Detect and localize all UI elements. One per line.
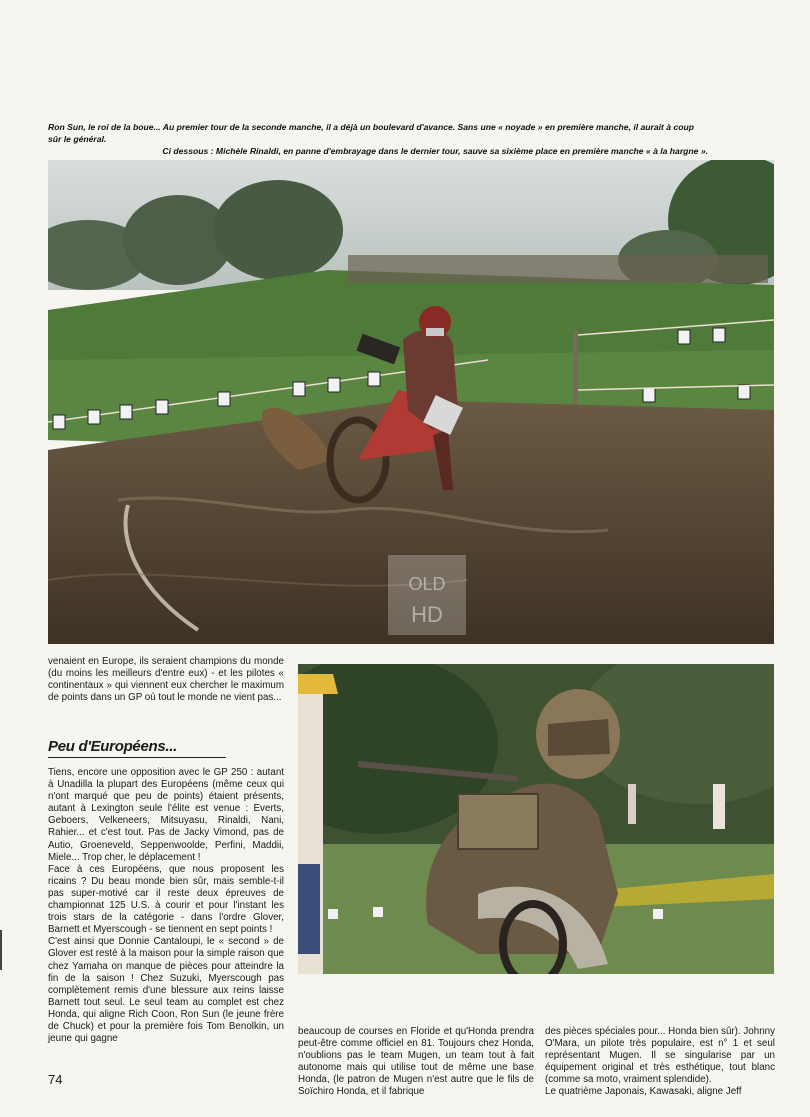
photo-caption: [48, 121, 708, 157]
section-title: Peu d'Européens...: [48, 738, 226, 758]
page-number: 74: [48, 1072, 63, 1087]
paragraph-2: Face à ces Européens, que nous proposent les ricains ? Du beau monde bien sûr, mais semble-t-il pas super-motivé car il reste deux épreuves de championnat 125 U.S. à courir et pour l'instant les trois stars de la catégorie - dans l'ordre Glover, Barnett et Myerscough - se tiennent en sept points !: [48, 863, 284, 936]
paragraph-3: C'est ainsi que Donnie Cantaloupi, le « second » de Glover est resté à la maison pour la simple raison que chez Yamaha on manque de pièces pour atteindre la fin de la saison ! Chez Suzuki, Myerscough pas complètement remis d'une blessure aux reins laisse Barnett tout seul. Le seul team au complet est chez Honda, qui aligne Rich Coon, Ron Sun (le jeune frère de Chuck) et pour la première fois Tom Benolkin, un jeune qui gagne: [48, 936, 284, 1045]
photo-ron-sun-mud: [48, 160, 774, 644]
left-intro-text: venaient en Europe, ils seraient champions du monde (du moins les meilleurs d'entre eux) - et les pilotes « continentaux » qui viennent eux chercher le maximum de points dans un GP où tout le monde ne vient pas...: [48, 656, 284, 704]
page-edge-mark: [0, 930, 2, 970]
svg-text:HD: HD: [411, 602, 443, 627]
section-peu-d-europeens: [48, 738, 284, 1045]
right-column: [545, 1026, 775, 1099]
middle-text: beaucoup de courses en Floride et qu'Honda prendra peut-être comme officiel en 81. Toujours chez Honda, n'oublions pas le team Mugen, un team tout à fait autonome mais qui utilise tout de même une base Honda, (le patron de Mugen n'est autre que le fils de Soïchiro Honda, et il fabrique: [298, 1026, 534, 1098]
watermark: OLD: [408, 574, 446, 594]
right-text-2: Le quatrième Japonais, Kawasaki, aligne Jeff: [545, 1086, 742, 1098]
caption-line-1: Ron Sun, le roi de la boue... Au premier tour de la seconde manche, il a déjà un boulevard d'avance. Sans une « noyade » en première manche, il aurait à coup sûr le général.: [48, 122, 694, 144]
caption-line-2: Ci dessous : Michèle Rinaldi, en panne d'embrayage dans le dernier tour, sauve sa sixième place en première manche « à la hargne ».: [162, 146, 708, 156]
middle-column: [298, 1026, 534, 1099]
paragraph-1: Tiens, encore une opposition avec le GP 250 : autant à Unadilla la plupart des Européens (même ceux qui n'ont marqué que peu de points) étaient présents, autant à Lexington seule l'élite est venue : Everts, Geboers, Velkeneers, Mitsuyasu, Rinaldi, Nani, Rahier... et c'est tout. Pas de Jacky Vimond, pas de Autio, Groeneveld, Seppenwoolde, Perfini, Maddii, Miele... Trop cher, le déplacement !: [48, 767, 284, 863]
photo-rinaldi: [298, 664, 774, 974]
right-text-1: des pièces spéciales pour... Honda bien sûr). Johnny O'Mara, un pilote très populaire, est n° 1 et seul représentant Mugen. Il se singularise par un équipement original et très esthétique, tout blanc (comme sa moto, vraiment splendide).: [545, 1026, 775, 1086]
